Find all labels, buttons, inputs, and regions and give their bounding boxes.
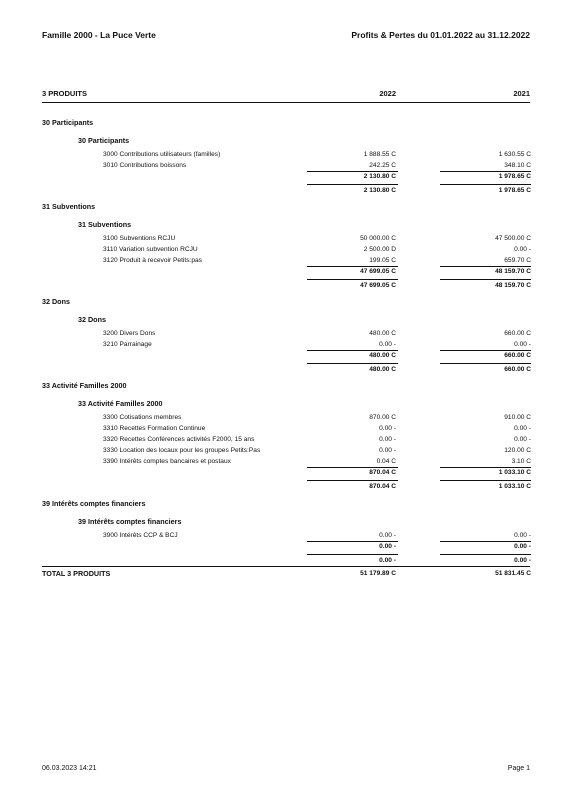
report-title: Profits & Pertes du 01.01.2022 au 31.12.2022 (351, 30, 530, 40)
subsection-total-2022: 2 130.80 C (363, 173, 396, 180)
section-title (0, 297, 565, 307)
total-line-2022 (307, 184, 398, 185)
total-line-2021 (440, 184, 531, 185)
account-label: 3310 Recettes Formation Continue (103, 425, 206, 432)
account-value-2022: 480.00 C (369, 330, 396, 337)
grand-total-2021: 51 831.45 C (495, 570, 531, 577)
account-label: 3900 Intérêts CCP & BCJ (103, 532, 178, 539)
column-header (42, 86, 530, 103)
section-title-label: 33 Activité Familles 2000 (42, 381, 127, 390)
account-row (0, 329, 565, 339)
subsection-total-row (0, 351, 565, 361)
account-value-2022: 0.00 - (379, 341, 396, 348)
subsection-total-2021: 48 159.70 C (495, 268, 531, 275)
print-date: 06.03.2023 14:21 (42, 765, 97, 772)
section-total-2022: 480.00 C (369, 366, 396, 373)
grand-total-line (42, 566, 530, 567)
section-total-2021: 1 033.10 C (498, 483, 531, 490)
section-title (0, 118, 565, 128)
section-total-2022: 2 130.80 C (363, 187, 396, 194)
section-title (0, 381, 565, 391)
account-label: 3320 Recettes Conférences activités F2000, 15 ans (103, 436, 255, 443)
account-row (0, 245, 565, 255)
account-value-2022: 0.00 - (379, 447, 396, 454)
account-value-2022: 0.00 - (379, 532, 396, 539)
grand-total-label: TOTAL 3 PRODUITS (42, 569, 111, 578)
subsection-title (0, 315, 565, 325)
account-value-2021: 0.00 - (514, 246, 531, 253)
section-title-label: 30 Participants (42, 118, 94, 127)
account-label: 3210 Parrainage (103, 341, 152, 348)
section-total-row (0, 281, 565, 291)
total-line-2022 (307, 480, 398, 481)
total-line-2022 (307, 554, 398, 555)
subsection-total-2021: 660.00 C (504, 352, 531, 359)
subsection-title (0, 220, 565, 230)
account-label: 3110 Variation subvention RCJU (103, 246, 198, 253)
subsection-total-row (0, 542, 565, 552)
account-value-2022: 242.25 C (369, 162, 396, 169)
account-value-2022: 0.00 - (379, 436, 396, 443)
account-value-2022: 0.00 - (379, 425, 396, 432)
account-row (0, 256, 565, 266)
section-total-row (0, 365, 565, 375)
account-value-2021: 659.70 C (504, 257, 531, 264)
account-label: 3330 Location des locaux pour les groupes Petits:Pas (103, 447, 261, 454)
subsection-title-label: 30 Participants (78, 136, 130, 145)
subsection-title-label: 31 Subventions (78, 220, 132, 229)
account-value-2022: 50 000.00 C (360, 235, 396, 242)
account-label: 3390 Intérêts comptes bancaires et postaux (103, 458, 231, 465)
subsection-title-label: 32 Dons (78, 315, 106, 324)
account-value-2021: 0.00 - (514, 436, 531, 443)
section-title-label: 31 Subventions (42, 202, 96, 211)
section-total-2022: 0.00 - (379, 557, 396, 564)
subsection-total-row (0, 172, 565, 182)
subsection-total-2021: 1 978.65 C (498, 173, 531, 180)
account-value-2021: 910.00 C (504, 414, 531, 421)
account-label: 3200 Divers Dons (103, 330, 156, 337)
subsection-title (0, 399, 565, 409)
account-value-2021: 660.00 C (504, 330, 531, 337)
section-total-row (0, 482, 565, 492)
account-value-2021: 120.00 C (504, 447, 531, 454)
subsection-title-label: 39 Intérêts comptes financiers (78, 517, 182, 526)
account-value-2022: 2 500.00 D (363, 246, 396, 253)
subsection-title (0, 136, 565, 146)
account-value-2021: 0.00 - (514, 341, 531, 348)
subsection-total-2021: 1 033.10 C (498, 469, 531, 476)
account-row (0, 424, 565, 434)
account-row (0, 340, 565, 350)
section-title (0, 499, 565, 509)
grand-total-row (0, 569, 565, 579)
section-total-row (0, 186, 565, 196)
account-label: 3000 Contributions utilisateurs (familles) (103, 151, 221, 158)
section-total-2022: 47 699.05 C (360, 282, 396, 289)
account-value-2021: 0.00 - (514, 425, 531, 432)
account-value-2021: 47 500.00 C (495, 235, 531, 242)
subsection-title-label: 33 Activité Familles 2000 (78, 399, 163, 408)
section-total-row (0, 556, 565, 566)
account-row (0, 413, 565, 423)
section-total-2021: 1 978.65 C (498, 187, 531, 194)
account-row (0, 161, 565, 171)
column-title: 3 PRODUITS (42, 89, 88, 98)
account-label: 3100 Subventions RCJU (103, 235, 176, 242)
subsection-total-2022: 0.00 - (379, 543, 396, 550)
account-value-2021: 3.10 C (511, 458, 531, 465)
account-row (0, 150, 565, 160)
account-row (0, 531, 565, 541)
grand-total-2022: 51 179.89 C (360, 570, 396, 577)
total-line-2021 (440, 363, 531, 364)
column-year-2022: 2022 (379, 89, 396, 98)
subsection-total-2022: 47 699.05 C (360, 268, 396, 275)
page-number: Page 1 (507, 765, 530, 772)
section-total-2021: 48 159.70 C (495, 282, 531, 289)
subsection-total-2021: 0.00 - (514, 543, 531, 550)
section-total-2021: 660.00 C (504, 366, 531, 373)
total-line-2022 (307, 279, 398, 280)
total-line-2021 (440, 554, 531, 555)
total-line-2022 (307, 363, 398, 364)
account-label: 3010 Contributions boissons (103, 162, 187, 169)
section-title-label: 39 Intérêts comptes financiers (42, 499, 146, 508)
account-row (0, 234, 565, 244)
total-line-2021 (440, 279, 531, 280)
section-total-2022: 870.04 C (369, 483, 396, 490)
account-value-2022: 0.04 C (376, 458, 396, 465)
account-value-2022: 199.05 C (369, 257, 396, 264)
section-title (0, 202, 565, 212)
subsection-total-row (0, 267, 565, 277)
account-row (0, 446, 565, 456)
account-row (0, 457, 565, 467)
section-title-label: 32 Dons (42, 297, 70, 306)
subsection-total-2022: 870.04 C (369, 469, 396, 476)
account-value-2022: 870.00 C (369, 414, 396, 421)
account-value-2022: 1 888.55 C (363, 151, 396, 158)
account-row (0, 435, 565, 445)
account-value-2021: 0.00 - (514, 532, 531, 539)
subsection-title (0, 517, 565, 527)
account-value-2021: 1 630.55 C (498, 151, 531, 158)
section-total-2021: 0.00 - (514, 557, 531, 564)
account-label: 3120 Produit à recevoir Petits:pas (103, 257, 202, 264)
subsection-total-row (0, 468, 565, 478)
total-line-2021 (440, 480, 531, 481)
company-name: Famille 2000 - La Puce Verte (42, 30, 156, 40)
account-value-2021: 348.10 C (504, 162, 531, 169)
subsection-total-2022: 480.00 C (369, 352, 396, 359)
account-label: 3300 Cotisations membres (103, 414, 182, 421)
column-year-2021: 2021 (513, 89, 530, 98)
